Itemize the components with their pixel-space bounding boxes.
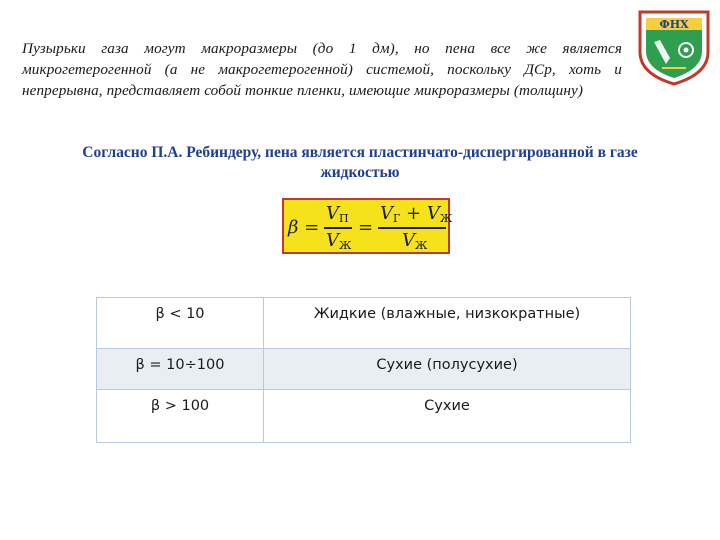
table-row: [97, 390, 631, 443]
formula-frac2-denominator: VЖ: [402, 230, 428, 252]
formula-frac1-bar: [324, 227, 352, 229]
emblem-letters: ФНХ: [659, 18, 689, 31]
table-cell-condition: β < 10: [97, 298, 264, 349]
table-cell-condition: β > 100: [97, 390, 264, 443]
formula-frac2-numerator: VГ + VЖ: [380, 203, 453, 225]
formula-frac1-denominator: VЖ: [326, 230, 352, 252]
table-cell-type: Сухие (полусухие): [264, 349, 631, 390]
intro-paragraph: Пузырьки газа могут макроразмеры (до 1 дм), но пена все же является микрогетерогенной (а не макрогетерогенной) системой, поскольку ДСр, хоть и непрерывна, представляет собой тонкие пленки, имеющие микроразмеры (толщину): [22, 40, 622, 99]
foam-classification-table: [96, 297, 631, 443]
statement: [20, 143, 700, 183]
table-row: [97, 298, 631, 349]
formula-frac1-numerator: VП: [326, 203, 349, 225]
statement-line-1: Согласно П.А. Ребиндеру, пена является пластинчато-диспергированной в газе: [82, 144, 638, 161]
table-row: [97, 349, 631, 390]
table-cell-type: Сухие: [264, 390, 631, 443]
statement-line-2: жидкостью: [320, 164, 400, 181]
emblem-icon: [636, 6, 712, 86]
table-cell-condition: β = 10÷100: [97, 349, 264, 390]
formula-equals: =: [358, 217, 374, 238]
formula-box: [282, 198, 453, 254]
formula-lhs: β =: [288, 217, 320, 238]
formula-frac2-bar: [378, 227, 446, 229]
table-cell-type: Жидкие (влажные, низкократные): [264, 298, 631, 349]
